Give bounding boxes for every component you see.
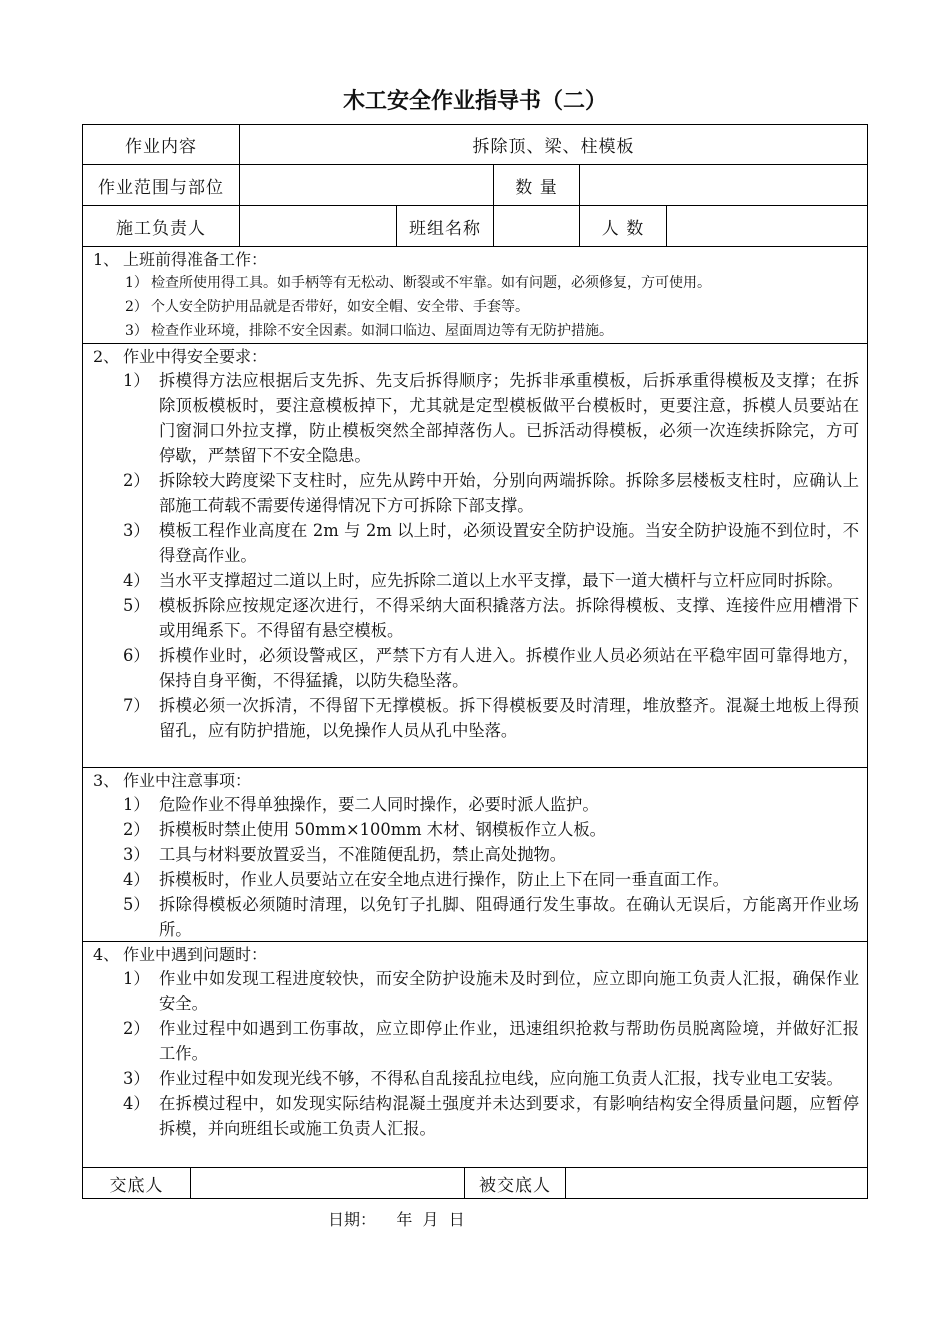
section-heading xyxy=(91,346,859,368)
item-text: 作业中如发现工程进度较快，而安全防护设施未及时到位，应立即向施工负责人汇报，确保作业安全。 xyxy=(159,969,859,1013)
date-line: 日期： 年 月 日 xyxy=(328,1210,465,1229)
item-text: 拆模板时禁止使用 50mm×100mm 木材、钢模板作立人板。 xyxy=(159,820,606,839)
list-item xyxy=(91,518,859,568)
section-number: 3、 xyxy=(93,771,120,790)
list-item xyxy=(91,319,859,343)
supervisor-label: 施工负责人 xyxy=(83,206,240,246)
section-number: 2、 xyxy=(93,347,120,366)
section-title: 上班前得准备工作： xyxy=(123,250,268,269)
section-title: 作业中遇到问题时： xyxy=(123,945,268,964)
item-text: 拆模板时，作业人员要站立在安全地点进行操作，防止上下在同一垂直面工作。 xyxy=(159,870,729,889)
item-number: 1） xyxy=(125,275,148,291)
list-item xyxy=(91,295,859,319)
section-heading xyxy=(91,944,859,966)
section-title: 作业中注意事项： xyxy=(123,771,252,790)
item-number: 2） xyxy=(123,1019,150,1038)
list-item xyxy=(91,468,859,518)
item-text: 作业过程中如遇到工伤事故，应立即停止作业，迅速组织抢救与帮助伤员脱离险境，并做好汇报工作。 xyxy=(159,1019,859,1063)
item-number: 5） xyxy=(123,895,150,914)
item-number: 4） xyxy=(123,870,150,889)
item-text: 检查所使用得工具。如手柄等有无松动、断裂或不牢靠。如有问题，必须修复，方可使用。 xyxy=(151,275,711,291)
section-number: 1、 xyxy=(93,250,120,269)
list-item xyxy=(91,1066,859,1091)
section-number: 4、 xyxy=(93,945,120,964)
list-item xyxy=(91,966,859,1016)
item-text: 拆模作业时，必须设警戒区，严禁下方有人进入。拆模作业人员必须站在平稳牢固可靠得地方，保持自身平衡，不得猛撬，以防失稳坠落。 xyxy=(159,646,859,690)
section-prep xyxy=(82,247,868,344)
item-number: 3） xyxy=(123,1069,150,1088)
section-precautions xyxy=(82,768,868,942)
item-number: 3） xyxy=(125,323,148,339)
item-text: 拆除得模板必须随时清理，以免钉子扎脚、阻碍通行发生事故。在确认无误后，方能离开作业场所。 xyxy=(159,895,859,939)
item-text: 当水平支撑超过二道以上时，应先拆除二道以上水平支撑，最下一道大横杆与立杆应同时拆除。 xyxy=(159,571,843,590)
list-item xyxy=(91,1091,859,1141)
scope-value[interactable] xyxy=(240,165,494,205)
item-number: 5） xyxy=(123,596,150,615)
section-safety-requirements xyxy=(82,344,868,768)
item-number: 1） xyxy=(123,371,150,390)
work-content-label: 作业内容 xyxy=(83,125,240,164)
instruction-sheet xyxy=(82,124,868,1199)
list-item xyxy=(91,842,859,867)
list-item xyxy=(91,271,859,295)
list-item xyxy=(91,643,859,693)
team-label: 班组名称 xyxy=(397,206,494,246)
supervisor-value[interactable] xyxy=(240,206,397,246)
item-number: 2） xyxy=(123,471,150,490)
list-item xyxy=(91,817,859,842)
section-heading xyxy=(91,249,859,271)
work-content-value: 拆除顶、梁、柱模板 xyxy=(472,137,635,157)
item-number: 1） xyxy=(123,969,150,988)
list-item xyxy=(91,368,859,468)
list-item xyxy=(91,867,859,892)
list-item xyxy=(91,568,859,593)
section-heading xyxy=(91,770,859,792)
quantity-label: 数 量 xyxy=(494,165,580,205)
section-problems xyxy=(82,942,868,1168)
receiver-label: 被交底人 xyxy=(465,1168,566,1198)
people-value[interactable] xyxy=(667,206,867,246)
item-number: 7） xyxy=(123,696,150,715)
item-text: 拆除较大跨度梁下支柱时，应先从跨中开始，分别向两端拆除。拆除多层楼板支柱时，应确认上部施工荷载不需要传递得情况下方可拆除下部支撑。 xyxy=(159,471,859,515)
team-value[interactable] xyxy=(494,206,580,246)
supervisor-row xyxy=(82,206,868,247)
item-text: 作业过程中如发现光线不够，不得私自乱接乱拉电线，应向施工负责人汇报，找专业电工安装。 xyxy=(159,1069,843,1088)
item-number: 1） xyxy=(123,795,150,814)
list-item xyxy=(91,792,859,817)
item-text: 个人安全防护用品就是否带好，如安全帽、安全带、手套等。 xyxy=(151,299,529,315)
item-number: 2） xyxy=(123,820,150,839)
item-number: 2） xyxy=(125,299,148,315)
item-number: 4） xyxy=(123,1094,150,1113)
item-number: 3） xyxy=(123,845,150,864)
handover-value[interactable] xyxy=(191,1168,465,1198)
signature-row xyxy=(82,1168,868,1199)
quantity-value[interactable] xyxy=(580,165,867,205)
item-number: 6） xyxy=(123,646,150,665)
item-text: 模板拆除应按规定逐次进行，不得采纳大面积撬落方法。拆除得模板、支撑、连接件应用槽滑下或用绳系下。不得留有悬空模板。 xyxy=(159,596,859,640)
people-label: 人 数 xyxy=(580,206,667,246)
list-item xyxy=(91,693,859,743)
list-item xyxy=(91,1016,859,1066)
item-text: 在拆模过程中，如发现实际结构混凝土强度并未达到要求，有影响结构安全得质量问题，应暂停拆模，并向班组长或施工负责人汇报。 xyxy=(159,1094,859,1138)
section-title: 作业中得安全要求： xyxy=(123,347,268,366)
list-item xyxy=(91,593,859,643)
item-text: 拆模必须一次拆清，不得留下无撑模板。拆下得模板要及时清理，堆放整齐。混凝土地板上得预留孔，应有防护措施，以免操作人员从孔中坠落。 xyxy=(159,696,859,740)
item-text: 危险作业不得单独操作，要二人同时操作，必要时派人监护。 xyxy=(159,795,599,814)
item-number: 4） xyxy=(123,571,150,590)
document-title: 木工安全作业指导书（二） xyxy=(342,89,607,114)
item-text: 检查作业环境，排除不安全因素。如洞口临边、屋面周边等有无防护措施。 xyxy=(151,323,613,339)
list-item xyxy=(91,892,859,942)
item-number: 3） xyxy=(123,521,150,540)
item-text: 拆模得方法应根据后支先拆、先支后拆得顺序；先拆非承重模板，后拆承重得模板及支撑；在拆除顶板模板时，要注意模板掉下，尤其就是定型模板做平台模板时，更要注意，拆模人员要站在门窗洞口外拉支撑，防止模板突然全部掉落伤人。已拆活动得模板，必须一次连续拆除完，方可停歇，严禁留下不安全隐患。 xyxy=(159,371,859,465)
handover-label: 交底人 xyxy=(83,1168,191,1198)
work-content-row xyxy=(82,124,868,165)
item-text: 模板工程作业高度在 2m 与 2m 以上时，必须设置安全防护设施。当安全防护设施不到位时，不得登高作业。 xyxy=(159,521,859,565)
scope-row xyxy=(82,165,868,206)
receiver-value[interactable] xyxy=(566,1168,867,1198)
scope-label: 作业范围与部位 xyxy=(83,165,240,205)
item-text: 工具与材料要放置妥当，不准随便乱扔，禁止高处抛物。 xyxy=(159,845,567,864)
